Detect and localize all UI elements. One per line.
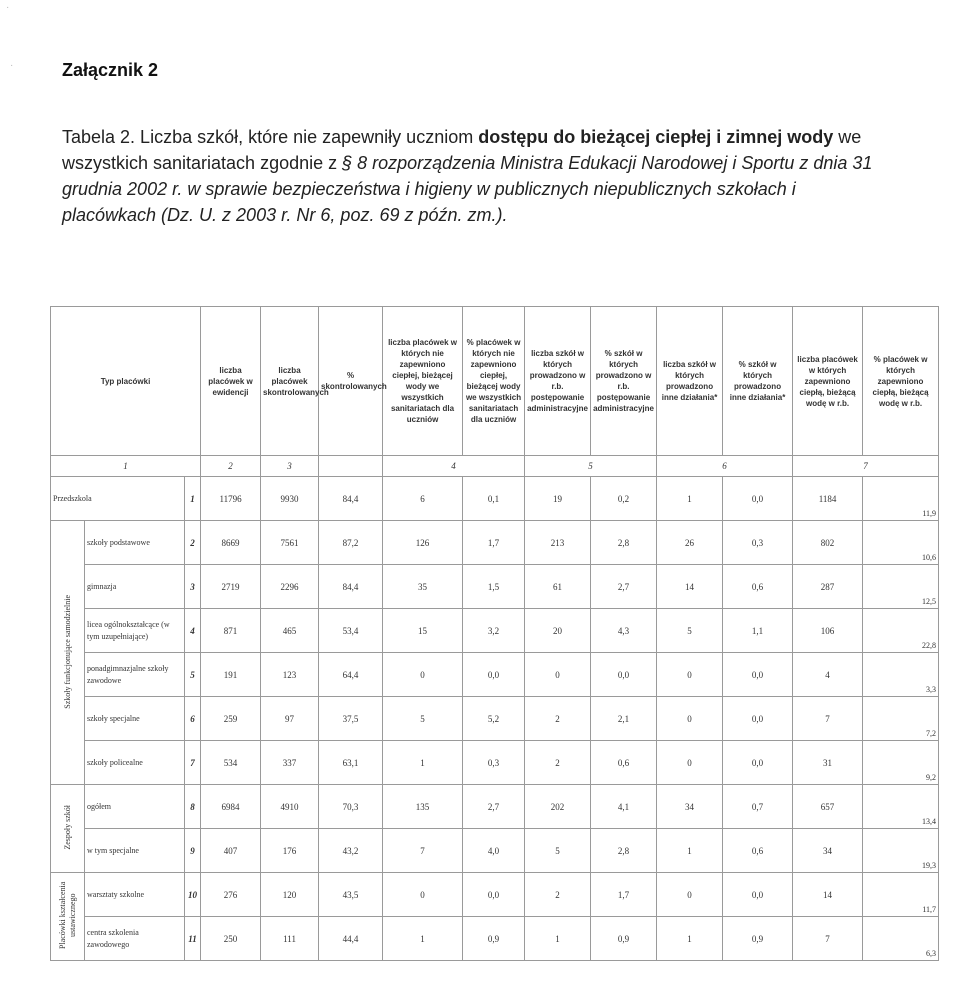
header-cell: % szkół w których prowadzono inne działania*	[723, 307, 793, 456]
cell: 3,2	[463, 609, 525, 653]
table-row	[51, 565, 939, 609]
row-label: Przedszkola	[51, 477, 185, 521]
row-label: centra szkolenia zawodowego	[85, 917, 185, 961]
cell: 871	[201, 609, 261, 653]
col-number: 5	[525, 456, 657, 477]
cell: 20	[525, 609, 591, 653]
col-number-empty	[319, 456, 383, 477]
cell: 37,5	[319, 697, 383, 741]
cell: 123	[261, 653, 319, 697]
cell-last	[863, 697, 939, 741]
cell: 14	[793, 873, 863, 917]
cell: 14	[657, 565, 723, 609]
header-cell: liczba placówek skontrolowanych	[261, 307, 319, 456]
cell: 1	[383, 917, 463, 961]
header-cell: liczba szkół w których prowadzono inne działania*	[657, 307, 723, 456]
cell: 84,4	[319, 565, 383, 609]
cell: 0,9	[591, 917, 657, 961]
cell: 5	[525, 829, 591, 873]
cell: 0	[383, 873, 463, 917]
data-table	[50, 306, 939, 961]
row-label: ogółem	[85, 785, 185, 829]
cell-value: 13,4	[922, 817, 937, 826]
cell: 9930	[261, 477, 319, 521]
cell: 1	[657, 477, 723, 521]
caption-bold: dostępu do bieżącej ciepłej i zimnej wody	[478, 127, 834, 147]
cell: 0	[657, 741, 723, 785]
cell: 4,0	[463, 829, 525, 873]
cell: 4910	[261, 785, 319, 829]
cell: 4,1	[591, 785, 657, 829]
table-row	[51, 609, 939, 653]
cell: 1,5	[463, 565, 525, 609]
cell-last	[863, 653, 939, 697]
cell: 5	[383, 697, 463, 741]
row-label: gimnazja	[85, 565, 185, 609]
cell-value: 22,8	[922, 641, 937, 650]
table-row	[51, 697, 939, 741]
header-cell: % placówek w których nie zapewniono ciepłej, bieżącej wody we wszystkich sanitariatach dla uczniów	[463, 307, 525, 456]
cell: 202	[525, 785, 591, 829]
header-cell: % szkół w których prowadzono w r.b. postępowanie administracyjne	[591, 307, 657, 456]
caption-text-2: we wszystkich sanitariatach zgodnie z	[62, 127, 862, 173]
group-label-placowki	[51, 873, 85, 961]
cell: 53,4	[319, 609, 383, 653]
cell-value: 19,3	[922, 861, 937, 870]
cell: 106	[793, 609, 863, 653]
cell: 2	[525, 741, 591, 785]
header-cell: Typ placówki	[51, 307, 201, 456]
cell-last	[863, 565, 939, 609]
group-label-zespoly	[51, 785, 85, 873]
cell: 1	[657, 829, 723, 873]
cell: 6	[383, 477, 463, 521]
col-number: 1	[51, 456, 201, 477]
row-number: 2	[185, 521, 201, 565]
cell: 337	[261, 741, 319, 785]
row-number: 8	[185, 785, 201, 829]
col-number: 2	[201, 456, 261, 477]
cell: 0	[525, 653, 591, 697]
caption-text: Tabela 2. Liczba szkół, które nie zapewniły uczniom	[62, 127, 479, 147]
cell: 0	[657, 873, 723, 917]
cell: 2,1	[591, 697, 657, 741]
cell: 63,1	[319, 741, 383, 785]
cell: 0,3	[723, 521, 793, 565]
cell: 0,0	[463, 653, 525, 697]
cell: 0,9	[723, 917, 793, 961]
cell: 31	[793, 741, 863, 785]
row-number: 7	[185, 741, 201, 785]
cell: 1	[525, 917, 591, 961]
cell: 0,0	[723, 873, 793, 917]
row-label: ponadgimnazjalne szkoły zawodowe	[85, 653, 185, 697]
group-label-text: Placówki kształcenia ustawicznego	[57, 881, 77, 950]
attachment-title: Załącznik 2	[62, 60, 159, 80]
header-row	[51, 307, 939, 456]
cell: 19	[525, 477, 591, 521]
cell: 534	[201, 741, 261, 785]
cell: 111	[261, 917, 319, 961]
cell: 2,7	[591, 565, 657, 609]
table-row	[51, 741, 939, 785]
cell: 87,2	[319, 521, 383, 565]
col-number: 6	[657, 456, 793, 477]
cell: 259	[201, 697, 261, 741]
cell: 120	[261, 873, 319, 917]
cell: 191	[201, 653, 261, 697]
cell: 26	[657, 521, 723, 565]
cell: 213	[525, 521, 591, 565]
cell-last	[863, 521, 939, 565]
cell: 61	[525, 565, 591, 609]
cell: 43,2	[319, 829, 383, 873]
col-number: 4	[383, 456, 525, 477]
cell: 7	[793, 917, 863, 961]
cell: 407	[201, 829, 261, 873]
header-cell: liczba placówek w których nie zapewniono ciepłej, bieżącej wody we wszystkich sanitariatach dla uczniów	[383, 307, 463, 456]
table-row	[51, 785, 939, 829]
cell-value: 3,3	[926, 685, 937, 694]
header-cell: % placówek w których zapewniono ciepłą, bieżącą wodę w r.b.	[863, 307, 939, 456]
cell: 8669	[201, 521, 261, 565]
cell: 0,7	[723, 785, 793, 829]
cell: 0	[657, 697, 723, 741]
row-label: licea ogólnokształcące (w tym uzupełniające)	[85, 609, 185, 653]
cell: 250	[201, 917, 261, 961]
cell: 2,8	[591, 521, 657, 565]
cell: 7	[383, 829, 463, 873]
table-row	[51, 829, 939, 873]
caption-italic: § 8 rozporządzenia Ministra Edukacji Narodowej i Sportu z dnia 31 grudnia 2002 r. w sprawie bezpieczeństwa i higieny w publicznych niepublicznych szkołach i placówkach (Dz. U. z 2003 r. Nr 6, poz. 69 z późn. zm.).	[62, 153, 873, 225]
header-cell: liczba placówek w których zapewniono ciepłą, bieżącą wodę w r.b.	[793, 307, 863, 456]
row-label: w tym specjalne	[85, 829, 185, 873]
cell: 2719	[201, 565, 261, 609]
row-number: 11	[185, 917, 201, 961]
cell: 0,0	[723, 653, 793, 697]
cell: 43,5	[319, 873, 383, 917]
row-label: szkoły policealne	[85, 741, 185, 785]
cell: 0,3	[463, 741, 525, 785]
cell-last	[863, 785, 939, 829]
cell: 11796	[201, 477, 261, 521]
header-cell: liczba szkół w których prowadzono w r.b. postępowanie administracyjne	[525, 307, 591, 456]
cell: 2	[525, 873, 591, 917]
row-number: 10	[185, 873, 201, 917]
cell: 287	[793, 565, 863, 609]
cell: 0,9	[463, 917, 525, 961]
cell: 44,4	[319, 917, 383, 961]
cell-value: 10,6	[922, 553, 937, 562]
header-cell: % skontrolowanych	[319, 307, 383, 456]
cell: 5,2	[463, 697, 525, 741]
group-label-text: Zespoły szkół	[62, 805, 72, 850]
column-number-row	[51, 456, 939, 477]
cell: 4	[793, 653, 863, 697]
header-cell: liczba placówek w ewidencji	[201, 307, 261, 456]
cell-value: 11,7	[922, 905, 937, 914]
cell: 802	[793, 521, 863, 565]
cell: 657	[793, 785, 863, 829]
cell: 84,4	[319, 477, 383, 521]
cell: 0,0	[723, 741, 793, 785]
cell: 1,7	[591, 873, 657, 917]
cell: 1,7	[463, 521, 525, 565]
row-label: warsztaty szkolne	[85, 873, 185, 917]
group-label-text: Szkoły funkcjonujące samodzielnie	[62, 594, 72, 709]
cell: 15	[383, 609, 463, 653]
cell: 135	[383, 785, 463, 829]
row-number: 6	[185, 697, 201, 741]
cell: 276	[201, 873, 261, 917]
cell: 64,4	[319, 653, 383, 697]
cell: 0,0	[723, 477, 793, 521]
scan-speck: ·	[10, 60, 14, 71]
cell-value: 7,2	[926, 729, 937, 738]
cell: 0,1	[463, 477, 525, 521]
cell: 176	[261, 829, 319, 873]
row-number: 5	[185, 653, 201, 697]
cell-value: 11,9	[922, 509, 937, 518]
cell: 7561	[261, 521, 319, 565]
cell: 35	[383, 565, 463, 609]
cell: 0,6	[723, 565, 793, 609]
col-number: 3	[261, 456, 319, 477]
cell-value: 9,2	[926, 773, 937, 782]
cell: 126	[383, 521, 463, 565]
cell-last	[863, 917, 939, 961]
cell: 1,1	[723, 609, 793, 653]
cell-last	[863, 741, 939, 785]
cell: 7	[793, 697, 863, 741]
cell: 0	[383, 653, 463, 697]
table-row	[51, 653, 939, 697]
cell: 97	[261, 697, 319, 741]
cell: 1	[657, 917, 723, 961]
cell: 4,3	[591, 609, 657, 653]
cell: 6984	[201, 785, 261, 829]
col-number: 7	[793, 456, 939, 477]
row-number: 9	[185, 829, 201, 873]
cell: 0,0	[723, 697, 793, 741]
cell: 465	[261, 609, 319, 653]
cell: 34	[793, 829, 863, 873]
table-row	[51, 521, 939, 565]
cell: 0,6	[723, 829, 793, 873]
cell: 0,0	[463, 873, 525, 917]
cell-last	[863, 609, 939, 653]
row-number: 3	[185, 565, 201, 609]
row-label: szkoły podstawowe	[85, 521, 185, 565]
cell: 2	[525, 697, 591, 741]
cell-last	[863, 873, 939, 917]
cell: 70,3	[319, 785, 383, 829]
cell: 1	[383, 741, 463, 785]
table-body	[51, 477, 939, 961]
cell: 0,2	[591, 477, 657, 521]
scan-speck: ·	[6, 2, 10, 13]
cell-value: 6,3	[926, 949, 937, 958]
cell: 1184	[793, 477, 863, 521]
table-row	[51, 917, 939, 961]
table-caption	[62, 124, 892, 228]
table-row	[51, 873, 939, 917]
cell: 34	[657, 785, 723, 829]
cell: 0	[657, 653, 723, 697]
data-table-wrapper	[50, 306, 938, 958]
cell: 5	[657, 609, 723, 653]
cell: 2,7	[463, 785, 525, 829]
row-number: 4	[185, 609, 201, 653]
cell-value: 12,5	[922, 597, 937, 606]
cell-last	[863, 477, 939, 521]
table-row	[51, 477, 939, 521]
cell: 0,0	[591, 653, 657, 697]
cell: 2,8	[591, 829, 657, 873]
cell: 0,6	[591, 741, 657, 785]
group-label-szkoly	[51, 521, 85, 785]
row-number: 1	[185, 477, 201, 521]
cell-last	[863, 829, 939, 873]
row-label: szkoły specjalne	[85, 697, 185, 741]
cell: 2296	[261, 565, 319, 609]
